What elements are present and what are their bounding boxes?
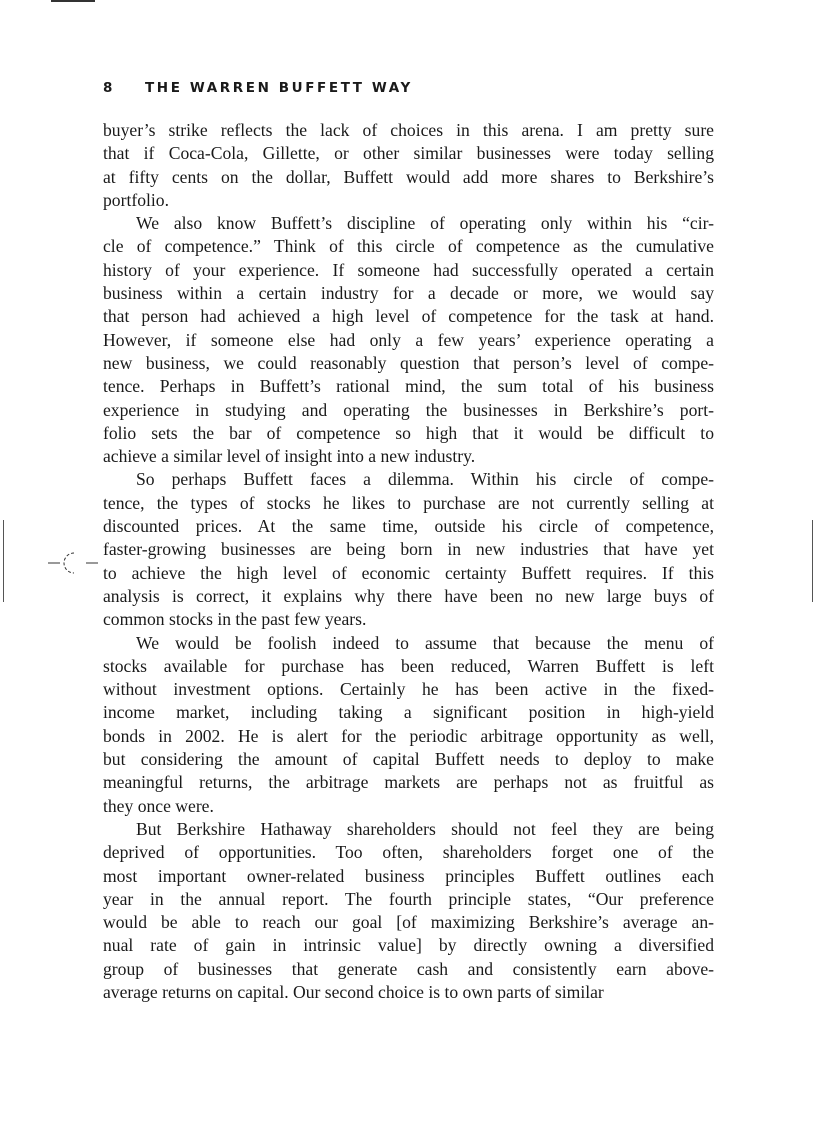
text-line: tence. Perhaps in Buffett’s rational mind, the sum total of his business [103,376,714,397]
text-line: without investment options. Certainly he has been active in the fixed- [103,679,714,700]
text-line: income market, including taking a significant position in high-yield [103,702,714,723]
text-line: tence, the types of stocks he likes to purchase are not currently selling at [103,492,714,513]
text-line: to achieve the high level of economic certainty Buffett requires. If this [103,562,714,583]
paragraph [103,212,714,468]
text-line: folio sets the bar of competence so high that it would be difficult to [103,422,714,443]
text-line: group of businesses that generate cash and consistently earn above- [103,958,714,979]
right-crop-mark [812,520,813,602]
text-line: bonds in 2002. He is alert for the periodic arbitrage opportunity as well, [103,725,714,746]
text-line: stocks available for purchase has been reduced, Warren Buffett is left [103,655,714,676]
text-line: buyer’s strike reflects the lack of choices in this arena. I am pretty sure [103,120,714,140]
text-line: However, if someone else had only a few years’ experience operating a [103,329,714,350]
text-line: deprived of opportunities. Too often, shareholders forget one of the [103,842,714,863]
left-crop-mark [3,520,4,602]
text-line: analysis is correct, it explains why there have been no new large buys of [103,585,714,606]
paragraph [103,818,714,1004]
text-line: that person had achieved a high level of competence for the task at hand. [103,306,714,327]
text-line: meaningful returns, the arbitrage markets are perhaps not as fruitful as [103,772,714,793]
text-line: experience in studying and operating the businesses in Berkshire’s port- [103,399,714,420]
top-crop-rule [51,0,95,2]
text-line: But Berkshire Hathaway shareholders should not feel they are being [136,818,714,839]
text-line: business within a certain industry for a decade or more, we would say [103,283,714,304]
book-title: THE WARREN BUFFETT WAY [145,80,413,96]
page-number: 8 [103,80,113,96]
text-line: So perhaps Buffett faces a dilemma. Within his circle of compe- [136,469,714,490]
text-line: that if Coca-Cola, Gillette, or other similar businesses were today selling [103,143,714,164]
text-line: nual rate of gain in intrinsic value] by directly owning a diversified [103,935,714,956]
paragraph [103,632,714,818]
text-line: We would be foolish indeed to assume that because the menu of [136,632,714,653]
text-line: average returns on capital. Our second choice is to own parts of similar [103,981,604,1002]
body-text [103,119,714,1004]
text-line: discounted prices. At the same time, outside his circle of competence, [103,516,714,537]
text-line: new business, we could reasonably question that person’s level of compe- [103,352,714,373]
text-line: We also know Buffett’s discipline of operating only within his “cir- [136,213,714,234]
text-line: portfolio. [103,189,169,210]
text-line: would be able to reach our goal [of maximizing Berkshire’s average an- [103,912,714,933]
paragraph [103,468,714,631]
text-line: they once were. [103,795,214,816]
text-line: cle of competence.” Think of this circle of competence as the cumulative [103,236,714,257]
text-line: at fifty cents on the dollar, Buffett would add more shares to Berkshire’s [103,166,714,187]
text-line: common stocks in the past few years. [103,609,367,630]
text-line: but considering the amount of capital Buffett needs to deploy to make [103,749,714,770]
text-line: history of your experience. If someone had successfully operated a certain [103,259,714,280]
text-line: year in the annual report. The fourth principle states, “Our preference [103,888,714,909]
registration-mark-icon [48,548,98,578]
text-line: achieve a similar level of insight into a new industry. [103,446,476,467]
text-line: faster-growing businesses are being born in new industries that have yet [103,539,714,560]
running-head [103,78,413,98]
text-line: most important owner-related business principles Buffett outlines each [103,865,714,886]
paragraph [103,119,714,212]
